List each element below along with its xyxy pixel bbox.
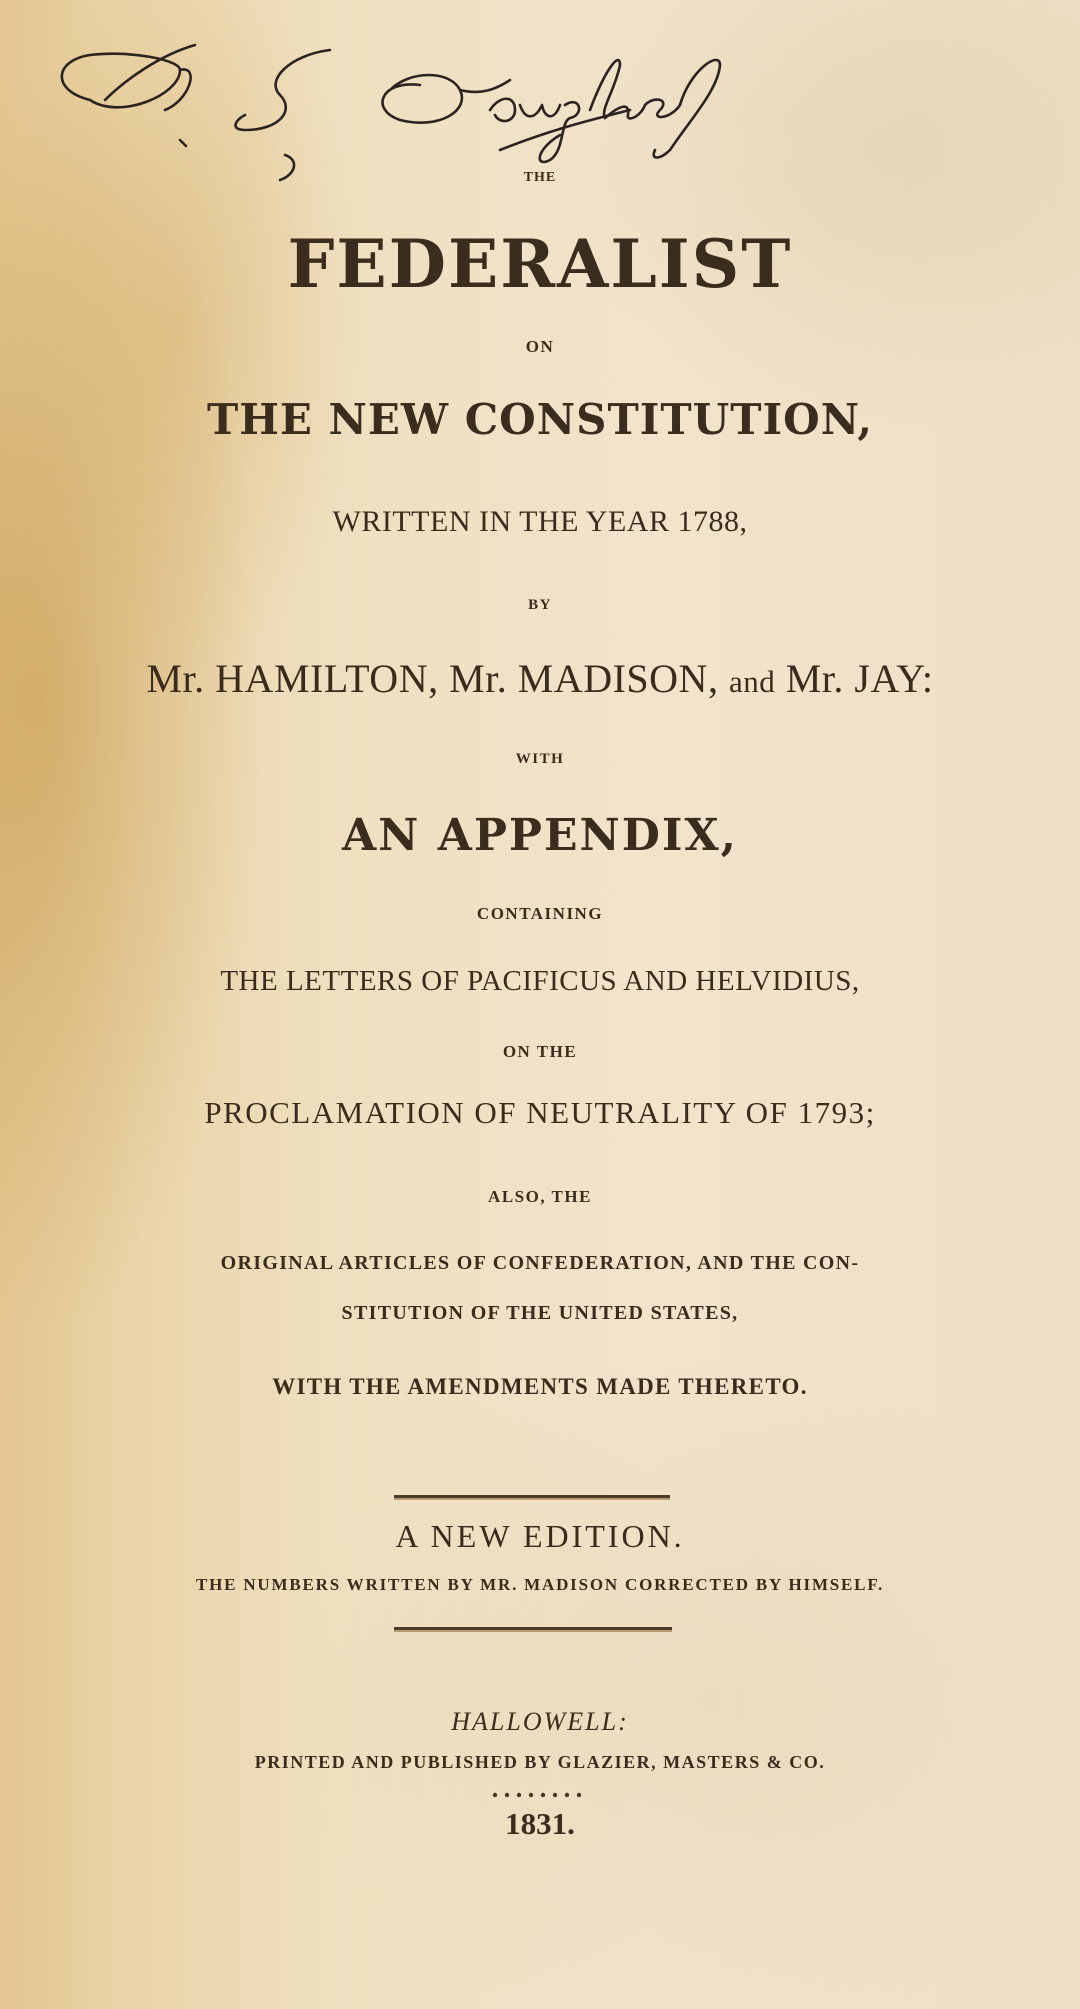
publisher-line: PRINTED AND PUBLISHED BY GLAZIER, MASTERS & CO. (254, 1752, 826, 1772)
articles-line-1: ORIGINAL ARTICLES OF CONFEDERATION, AND THE CON- (220, 1252, 860, 1274)
top-rule (394, 1495, 670, 1498)
appendix-heading: AN APPENDIX, (342, 810, 738, 861)
edition-note: THE NUMBERS WRITTEN BY MR. MADISON CORRECTED BY HIMSELF. (195, 1575, 884, 1594)
the-line: THE (523, 170, 557, 185)
author-jay: JAY: (854, 656, 934, 701)
year-line: 1831. (505, 1806, 575, 1841)
main-title: FEDERALIST (287, 225, 793, 303)
bottom-rule (394, 1627, 672, 1630)
and-word: and (728, 664, 776, 699)
handwritten-signature (30, 10, 730, 190)
by-line: BY (528, 597, 552, 613)
edition-line: A NEW EDITION. (395, 1518, 685, 1554)
letters-line: THE LETTERS OF PACIFICUS AND HELVIDIUS, (220, 965, 860, 997)
mr-prefix: Mr. (449, 656, 508, 701)
containing-line: CONTAINING (476, 904, 604, 923)
with-line: WITH (515, 751, 565, 767)
subject-line: THE NEW CONSTITUTION, (206, 395, 874, 444)
on-line: ON (525, 337, 555, 356)
articles-line-2: STITUTION OF THE UNITED STATES, (341, 1302, 739, 1324)
authors-line (0, 655, 1080, 702)
on-the-line: ON THE (502, 1042, 578, 1061)
mr-prefix: Mr. (146, 656, 205, 701)
place-line: HALLOWELL: (451, 1707, 629, 1736)
proclamation-line: PROCLAMATION OF NEUTRALITY OF 1793; (204, 1095, 876, 1130)
also-the-line: ALSO, THE (488, 1187, 592, 1206)
author-hamilton: HAMILTON, (215, 656, 439, 701)
ornament-dots (490, 1790, 590, 1800)
amendments-line: WITH THE AMENDMENTS MADE THERETO. (272, 1374, 808, 1399)
author-madison: MADISON, (517, 656, 719, 701)
written-line: WRITTEN IN THE YEAR 1788, (332, 505, 748, 538)
mr-prefix: Mr. (785, 656, 844, 701)
